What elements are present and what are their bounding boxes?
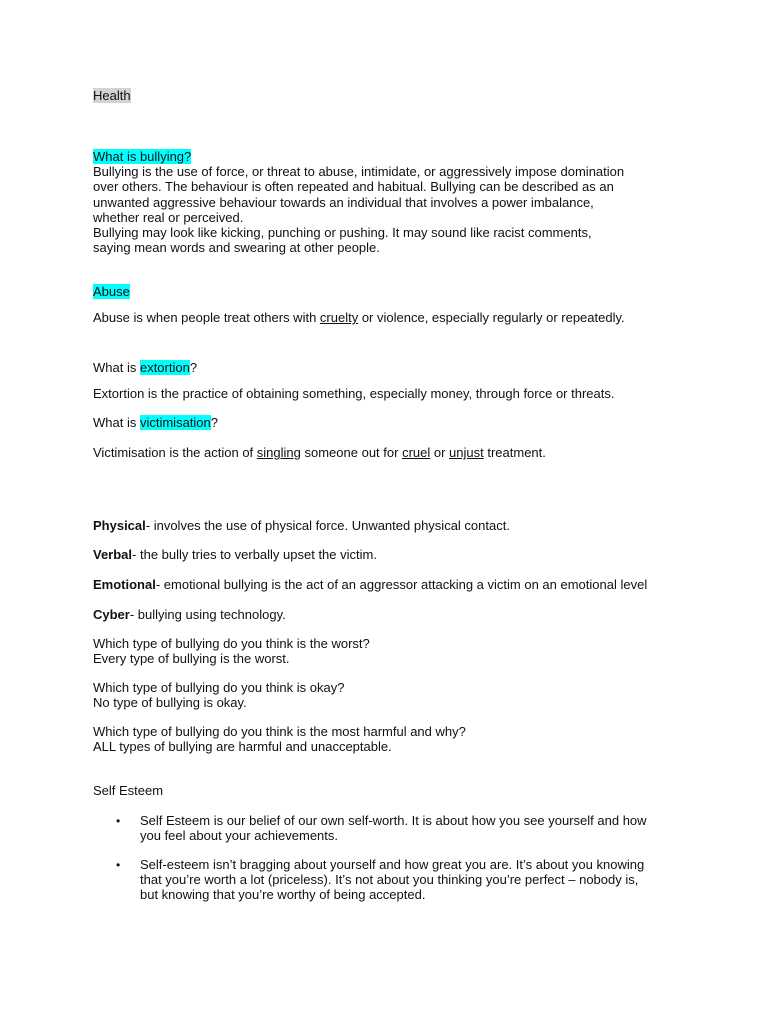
bullet-line: that you’re worth a lot (priceless). It’s not about you thinking you’re perfect – nobody is,	[140, 872, 639, 888]
self-esteem-bullet-2	[140, 857, 680, 903]
underlined-word-unjust: unjust	[449, 445, 484, 460]
text-run: Victimisation is the action of	[93, 445, 257, 460]
abuse-heading-text: Abuse	[93, 284, 130, 299]
bullying-line: whether real or perceived.	[93, 209, 244, 225]
bullying-line: Bullying is the use of force, or threat to abuse, intimidate, or aggressively impose domination	[93, 164, 625, 180]
underlined-word-cruelty: cruelty	[319, 310, 359, 325]
text-run: Abuse is when people treat others with	[93, 310, 320, 325]
text-run: or violence, especially regularly or repeatedly.	[358, 310, 625, 325]
qa-question: Which type of bullying do you think is the most harmful and why?	[93, 724, 466, 739]
type-verbal	[93, 547, 683, 562]
bullying-line: saying mean words and swearing at other people.	[93, 240, 380, 256]
underlined-word-cruel: cruel	[402, 445, 431, 460]
text-run: ?	[210, 415, 218, 430]
type-term: Verbal	[93, 547, 133, 562]
text-run: or	[430, 445, 450, 460]
victimisation-answer	[93, 445, 683, 460]
type-term: Cyber	[93, 607, 130, 622]
extortion-answer: Extortion is the practice of obtaining something, especially money, through force or threats.	[93, 386, 615, 401]
text-run: treatment.	[483, 445, 546, 460]
qa-item	[93, 636, 683, 666]
text-run: What is	[93, 415, 140, 430]
underlined-word-singling: singling	[256, 445, 301, 460]
text-run: What is	[93, 360, 140, 375]
abuse-heading	[93, 284, 683, 299]
bullying-heading: What is bullying?	[93, 149, 192, 164]
type-desc: - emotional bullying is the act of an aggressor attacking a victim on an emotional level	[155, 577, 648, 592]
doc-title-text: Health	[93, 88, 131, 103]
bullying-section	[93, 149, 683, 255]
victimisation-question	[93, 415, 683, 430]
doc-title	[93, 88, 683, 103]
bullet-line: but knowing that you’re worthy of being accepted.	[140, 887, 426, 903]
qa-question: Which type of bullying do you think is okay?	[93, 680, 345, 695]
bullying-line: Bullying may look like kicking, punching or pushing. It may sound like racist comments,	[93, 225, 592, 241]
bullet-line: Self-esteem isn’t bragging about yourself and how great you are. It’s about you knowing	[140, 857, 645, 872]
extortion-question	[93, 360, 683, 375]
type-emotional	[93, 577, 693, 592]
type-cyber	[93, 607, 683, 622]
type-term: Emotional	[93, 577, 156, 592]
abuse-definition	[93, 310, 683, 325]
qa-item	[93, 680, 683, 710]
self-esteem-heading: Self Esteem	[93, 783, 164, 798]
bullet-icon: •	[116, 814, 121, 828]
type-desc: - bullying using technology.	[129, 607, 286, 622]
type-desc: - involves the use of physical force. Unwanted physical contact.	[145, 518, 510, 533]
qa-answer: No type of bullying is okay.	[93, 695, 247, 711]
self-esteem-bullet-1	[140, 813, 680, 843]
text-run: ?	[189, 360, 198, 375]
type-desc: - the bully tries to verbally upset the victim.	[132, 547, 377, 562]
text-run: someone out for	[300, 445, 403, 460]
qa-question: Which type of bullying do you think is the worst?	[93, 636, 370, 651]
bullet-icon: •	[116, 858, 121, 872]
bullying-line: unwanted aggressive behaviour towards an individual that involves a power imbalance,	[93, 194, 594, 210]
type-physical	[93, 518, 683, 533]
qa-answer: Every type of bullying is the worst.	[93, 651, 290, 667]
type-term: Physical	[93, 518, 146, 533]
bullet-line: you feel about your achievements.	[140, 828, 339, 844]
qa-answer: ALL types of bullying are harmful and unacceptable.	[93, 739, 392, 755]
extortion-term: extortion	[139, 360, 190, 375]
bullet-line: Self Esteem is our belief of our own self-worth. It is about how you see yourself and how	[140, 813, 647, 828]
bullying-line: over others. The behaviour is often repeated and habitual. Bullying can be described as an	[93, 179, 614, 195]
victimisation-term: victimisation	[139, 415, 211, 430]
qa-item	[93, 724, 683, 754]
